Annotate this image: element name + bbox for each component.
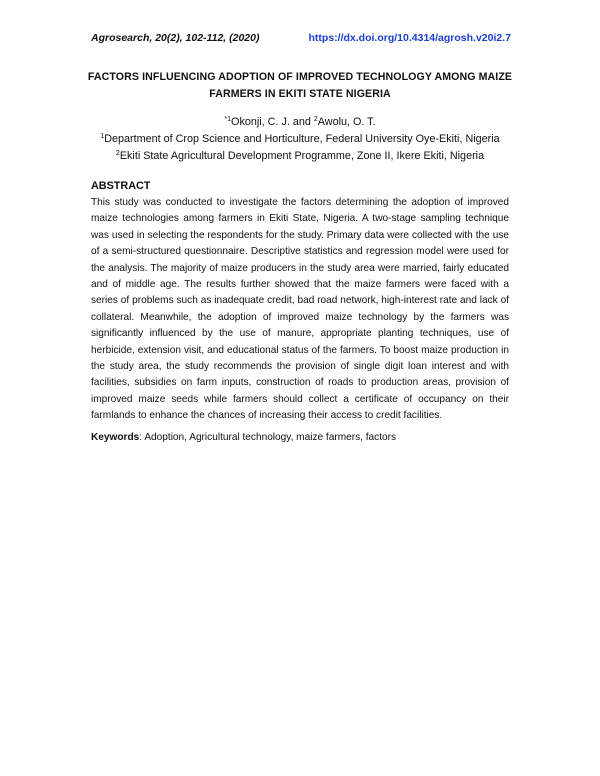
author2-name: Awolu, O. T.	[317, 116, 376, 128]
affiliation2-text: Ekiti State Agricultural Development Programme, Zone II, Ikere Ekiti, Nigeria	[119, 150, 485, 162]
keywords-text: Adoption, Agricultural technology, maize farmers, factors	[144, 432, 397, 443]
affiliation-2	[60, 148, 540, 165]
affiliation2-mark: 2	[115, 150, 120, 157]
doi-link[interactable]: https://dx.doi.org/10.4314/agrosh.v20i2.7	[308, 32, 511, 44]
affiliation1-text: Department of Crop Science and Horticulture, Federal University Oye-Ekiti, Nigeria	[104, 133, 500, 145]
paper-title	[60, 69, 540, 103]
author2-mark: 2	[313, 116, 318, 123]
author1-mark: *1	[224, 116, 232, 123]
abstract-body: This study was conducted to investigate the factors determining the adoption of improved maize technologies among farmers in Ekiti State, Nigeria. A two-stage sampling technique was used in selecting the respondents for the study. Primary data were collected with the use of a semi-structured questionnaire. Descriptive statistics and regression model were used for the analysis. The majority of maize producers in the study area were married, fairly educated and of middle age. The results further showed that the maize farmers were faced with a series of problems such as inadequate credit, bad road network, high-interest rate and lack of collateral. Meanwhile, the adoption of improved maize technology by the farmers was significantly influenced by the use of manure, appropriate planting techniques, use of herbicide, extension visit, and educational status of the farmers. To boost maize production in the study area, the study recommends the provision of single digit loan interest and with facilities, subsidies on farm inputs, construction of roads to production areas, provision of improved maize seeds while farmers should collect a certificate of occupancy on their farmlands to enhance the chances of increasing their access to credit facilities.	[91, 197, 509, 422]
keywords-label: Keywords	[91, 432, 140, 443]
affiliation-1	[60, 131, 540, 148]
keywords-line	[91, 430, 509, 446]
author1-name: Okonji, C. J. and	[231, 116, 314, 128]
journal-citation: Agrosearch, 20(2), 102-112, (2020)	[91, 32, 260, 44]
author-block	[60, 114, 540, 165]
keywords-separator: :	[139, 432, 145, 443]
abstract-heading: ABSTRACT	[91, 180, 151, 192]
title-line-2: FARMERS IN EKITI STATE NIGERIA	[209, 88, 391, 100]
author-line	[60, 114, 540, 131]
title-line-1: FACTORS INFLUENCING ADOPTION OF IMPROVED TECHNOLOGY AMONG MAIZE	[87, 71, 513, 83]
affiliation1-mark: 1	[100, 133, 105, 140]
